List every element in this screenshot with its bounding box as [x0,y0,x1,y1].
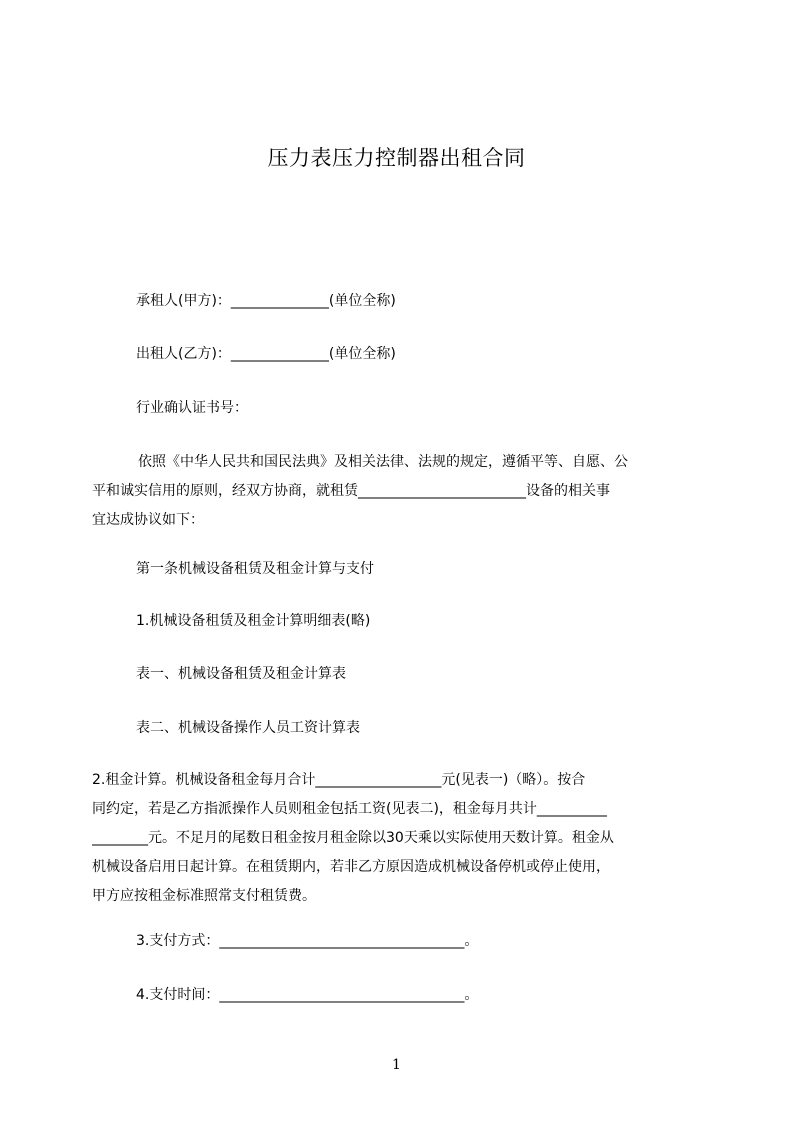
table-1-caption: 表一、机械设备租赁及租金计算表 [136,666,346,682]
lessee-line: 承租人(甲方)：______________(单位全称) [136,293,396,309]
intro-line: 宜达成协议如下： [92,512,204,528]
item-2-paragraph [92,766,699,911]
intro-line: 依照《中华人民共和国民法典》及相关法律、法规的规定，遵循平等、自愿、公 [138,454,628,470]
intro-paragraph [92,448,699,535]
item-2-line: 同约定，若是乙方指派操作人员则租金包括工资(见表二)，租金每月共计__________ [92,801,607,817]
article-heading: 第一条机械设备租赁及租金计算与支付 [136,561,374,577]
document-title: 压力表压力控制器出租合同 [267,146,526,170]
lessor-line: 出租人(乙方)：______________(单位全称) [136,346,396,362]
page-number: 1 [392,1057,401,1073]
intro-line: 平和诚实信用的原则，经双方协商，就租赁________________________设备的相关事 [92,483,610,499]
item-2-line: 甲方应按租金标准照常支付租赁费。 [92,888,316,904]
item-2-line: 机械设备启用日起计算。在租赁期内，若非乙方原因造成机械设备停机或停止使用， [92,859,610,875]
certificate-line: 行业确认证书号： [136,400,248,416]
item-2-line: ________元。不足月的尾数日租金按月租金除以30天乘以实际使用天数计算。租金从 [92,830,614,846]
table-2-caption: 表二、机械设备操作人员工资计算表 [136,720,360,736]
item-1: 1.机械设备租赁及租金计算明细表(略) [136,613,371,629]
item-3: 3.支付方式：___________________________________。 [136,933,479,949]
item-4: 4.支付时间：___________________________________。 [136,987,479,1003]
item-2-line: 2.租金计算。机械设备租金每月合计__________________元(见表一)（略）。按合 [92,772,586,788]
